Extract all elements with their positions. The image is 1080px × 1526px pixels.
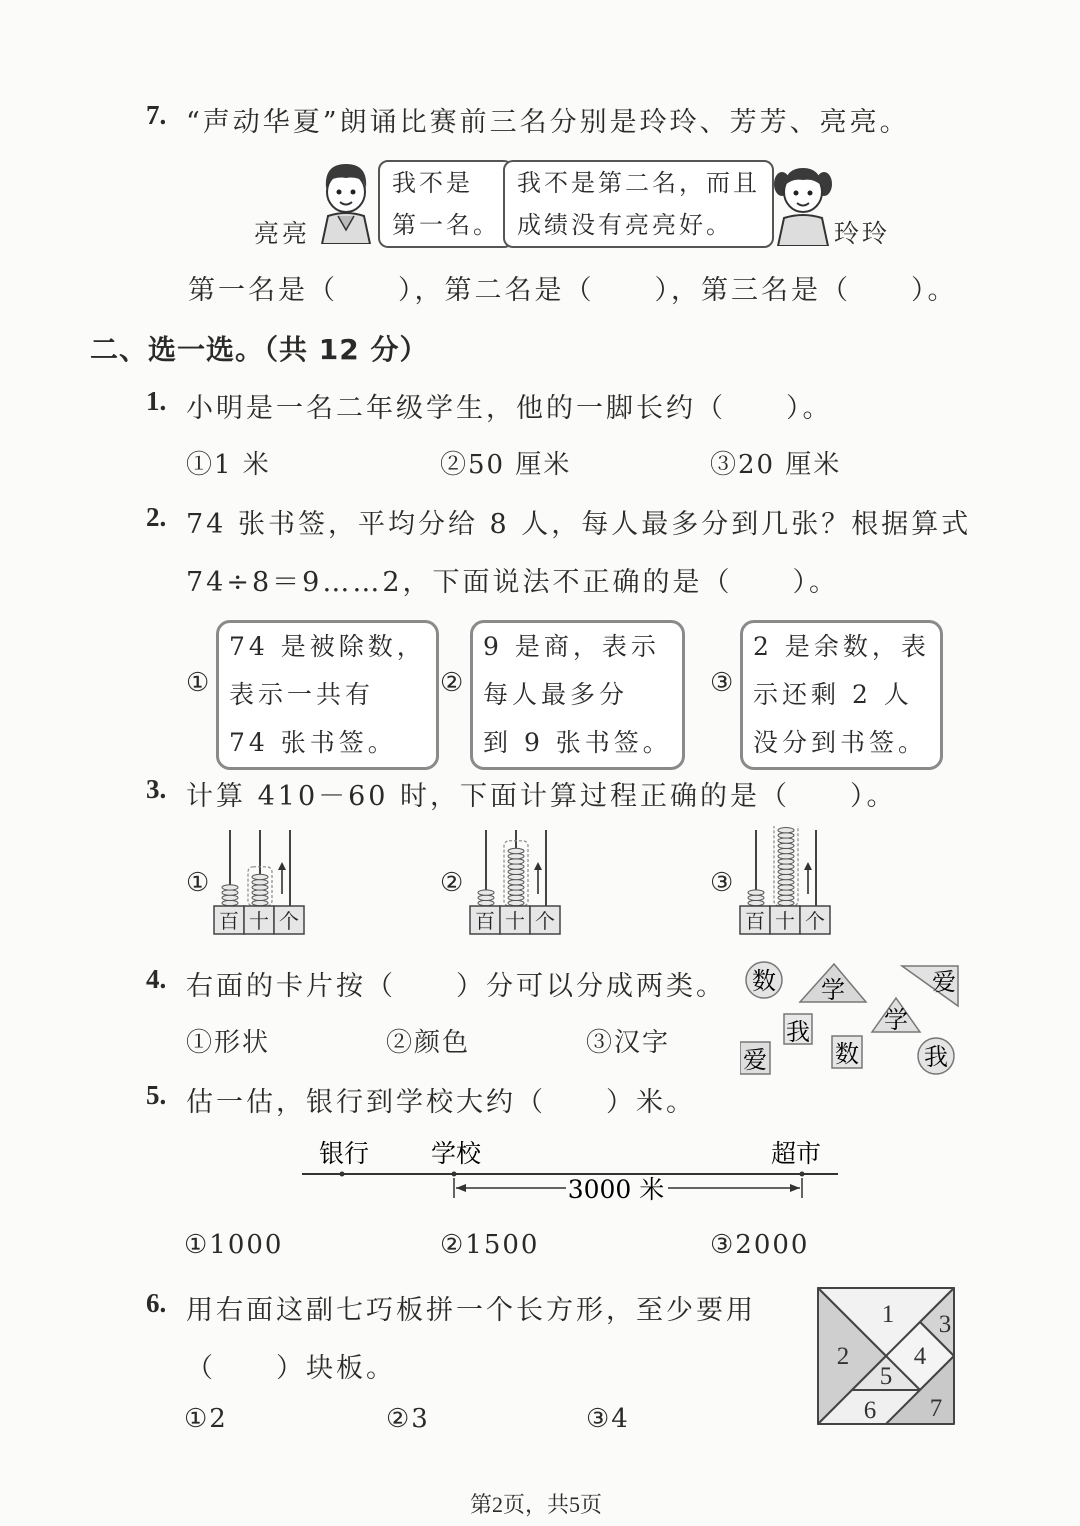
abacus-bead xyxy=(222,900,238,905)
tangram-label: 3 xyxy=(938,1311,952,1338)
abacus-place-label: 个 xyxy=(805,909,825,933)
school-label: 学校 xyxy=(430,1139,482,1168)
abacus-2[interactable] xyxy=(468,826,564,938)
abacus-bead xyxy=(748,895,764,900)
tangram-label: 4 xyxy=(913,1343,927,1370)
up-arrow-icon xyxy=(278,862,286,870)
choice-2-card-1[interactable] xyxy=(216,620,439,770)
boy-speech-bubble xyxy=(378,160,514,248)
choice-6-option-3[interactable]: ③4 xyxy=(586,1404,630,1434)
choice-6-option-2[interactable]: ②3 xyxy=(386,1404,430,1434)
abacus-bead xyxy=(252,895,268,900)
abacus-bead xyxy=(478,890,494,895)
choice-2-mark-3[interactable]: ③ xyxy=(710,668,736,698)
choice-2-number: 2. xyxy=(146,502,167,532)
abacus-bead xyxy=(778,900,794,905)
abacus-bead xyxy=(478,900,494,905)
card-char: 数 xyxy=(752,967,776,995)
question-7-text: “声动华夏”朗诵比赛前三名分别是玲玲、芳芳、亮亮。 xyxy=(186,107,910,138)
choice-5-text: 估一估，银行到学校大约（ ）米。 xyxy=(186,1087,696,1118)
abacus-place-label: 个 xyxy=(279,909,299,933)
card-square xyxy=(784,1014,812,1046)
abacus-place-label: 十 xyxy=(249,909,269,933)
abacus-bead xyxy=(508,880,524,885)
choice-6-option-1[interactable]: ①2 xyxy=(184,1404,228,1434)
choice-3-text: 计算 410－60 时，下面计算过程正确的是（ ）。 xyxy=(186,781,897,812)
question-7-answer-line[interactable]: 第一名是（ ），第二名是（ ），第三名是（ ）。 xyxy=(188,275,958,306)
abacus-bead xyxy=(508,900,524,905)
abacus-bead xyxy=(778,828,794,833)
choice-5-option-1[interactable]: ①1000 xyxy=(184,1230,284,1260)
boy-illustration xyxy=(312,158,376,244)
abacus-bead xyxy=(778,848,794,853)
abacus-bead xyxy=(252,880,268,885)
abacus-bead xyxy=(508,854,524,859)
abacus-place-label: 十 xyxy=(775,909,795,933)
card-line: 示还剩 2 人 xyxy=(753,680,913,709)
choice-2-text-line-1: 74 张书签，平均分给 8 人，每人最多分到几张？根据算式 xyxy=(186,509,972,540)
choice-4-text: 右面的卡片按（ ）分可以分成两类。 xyxy=(186,971,726,1002)
choice-1-option-1[interactable]: ①1 米 xyxy=(186,450,271,480)
abacus-bead xyxy=(508,848,524,853)
card-triangle xyxy=(872,998,920,1034)
section-title: 二、选一选。（共 12 分） xyxy=(90,333,429,366)
choice-6-number: 6. xyxy=(146,1288,167,1318)
abacus-bead xyxy=(222,890,238,895)
distance-label: 3000 米 xyxy=(567,1175,665,1204)
choice-6-text-line-1: 用右面这副七巧板拼一个长方形，至少要用 xyxy=(186,1295,756,1326)
abacus-bead xyxy=(778,885,794,890)
choice-2-card-2[interactable] xyxy=(470,620,685,770)
page-footer: 第2页，共5页 xyxy=(470,1492,603,1517)
abacus-bead xyxy=(778,833,794,838)
abacus-bead xyxy=(748,900,764,905)
abacus-bead xyxy=(508,890,524,895)
girl-illustration xyxy=(770,156,836,246)
choice-4-option-2[interactable]: ②颜色 xyxy=(386,1028,471,1058)
card-char: 爱 xyxy=(932,968,956,996)
question-7-number: 7. xyxy=(146,100,167,130)
choice-2-mark-1[interactable]: ① xyxy=(186,668,212,698)
abacus-bead xyxy=(222,895,238,900)
card-circle xyxy=(918,1038,954,1074)
card-line: 每人最多分 xyxy=(483,680,629,709)
abacus-bead xyxy=(778,890,794,895)
card-line: 9 是商，表示 xyxy=(483,632,660,661)
abacus-place-label: 个 xyxy=(535,909,555,933)
card-triangle xyxy=(902,966,958,1006)
tangram-label: 2 xyxy=(836,1343,850,1370)
card-line: 没分到书签。 xyxy=(753,728,928,757)
choice-4-option-1[interactable]: ①形状 xyxy=(186,1028,271,1058)
abacus-bead xyxy=(778,838,794,843)
abacus-3[interactable] xyxy=(738,826,834,938)
abacus-bead xyxy=(778,880,794,885)
abacus-bead xyxy=(778,843,794,848)
choice-3-number: 3. xyxy=(146,774,167,804)
girl-name-label: 玲玲 xyxy=(834,219,891,248)
card-square xyxy=(740,1042,770,1074)
choice-5-option-3[interactable]: ③2000 xyxy=(710,1230,810,1260)
card-line: 表示一共有 xyxy=(229,680,375,709)
card-line: 74 是被除数， xyxy=(229,632,426,661)
up-arrow-icon xyxy=(534,862,542,870)
choice-5-number: 5. xyxy=(146,1080,167,1110)
card-line: 74 张书签。 xyxy=(229,728,397,757)
choice-1-option-3[interactable]: ③20 厘米 xyxy=(710,450,842,480)
abacus-bead xyxy=(508,869,524,874)
card-line: 到 9 张书签。 xyxy=(483,728,672,757)
card-char: 学 xyxy=(884,1006,908,1034)
choice-2-text-line-2: 74÷8＝9……2，下面说法不正确的是（ ）。 xyxy=(186,567,840,598)
tangram-label: 1 xyxy=(881,1301,895,1328)
bubble-line: 我不是第二名，而且 xyxy=(517,169,760,197)
abacus-place-label: 百 xyxy=(475,909,495,933)
abacus-bead xyxy=(508,874,524,879)
card-char: 我 xyxy=(924,1043,948,1071)
card-square xyxy=(832,1036,862,1068)
choice-3-mark-1[interactable]: ① xyxy=(186,868,212,898)
abacus-bead xyxy=(252,885,268,890)
abacus-place-label: 百 xyxy=(219,909,239,933)
abacus-bead xyxy=(778,859,794,864)
abacus-bead xyxy=(252,900,268,905)
abacus-bead xyxy=(508,859,524,864)
abacus-bead xyxy=(778,854,794,859)
bubble-line: 我不是 xyxy=(392,169,473,197)
tangram-diagram xyxy=(816,1286,960,1430)
card-line: 2 是余数，表 xyxy=(753,632,930,661)
distance-line-diagram xyxy=(296,1134,844,1214)
choice-2-card-3[interactable] xyxy=(740,620,943,770)
abacus-bead xyxy=(508,895,524,900)
card-char: 爱 xyxy=(743,1046,767,1074)
choice-1-option-2[interactable]: ②50 厘米 xyxy=(440,450,572,480)
abacus-bead xyxy=(252,874,268,879)
bubble-line: 第一名。 xyxy=(392,211,500,239)
boy-name-label: 亮亮 xyxy=(254,219,311,248)
choice-1-number: 1. xyxy=(146,386,167,416)
choice-5-option-2[interactable]: ②1500 xyxy=(440,1230,540,1260)
shape-cards xyxy=(740,960,962,1080)
abacus-1[interactable] xyxy=(212,826,308,938)
choice-4-number: 4. xyxy=(146,964,167,994)
choice-6-text-line-2[interactable]: （ ）块板。 xyxy=(186,1353,396,1384)
bubble-line: 成绩没有亮亮好。 xyxy=(517,211,733,239)
choice-1-text: 小明是一名二年级学生，他的一脚长约（ ）。 xyxy=(186,393,833,424)
up-arrow-icon xyxy=(804,862,812,870)
abacus-bead xyxy=(778,874,794,879)
tangram-label: 6 xyxy=(863,1397,877,1424)
abacus-bead xyxy=(778,869,794,874)
girl-speech-bubble xyxy=(503,160,774,248)
card-char: 学 xyxy=(821,976,845,1004)
choice-4-option-3[interactable]: ③汉字 xyxy=(586,1028,671,1058)
choice-2-mark-2[interactable]: ② xyxy=(440,668,466,698)
tangram-label: 7 xyxy=(929,1395,943,1422)
abacus-bead xyxy=(508,885,524,890)
card-circle xyxy=(746,962,782,998)
abacus-bead xyxy=(778,895,794,900)
choice-3-mark-3[interactable]: ③ xyxy=(710,868,736,898)
card-char: 数 xyxy=(835,1040,859,1068)
card-triangle xyxy=(800,964,866,1004)
abacus-bead xyxy=(478,895,494,900)
abacus-bead xyxy=(222,885,238,890)
abacus-bead xyxy=(748,890,764,895)
abacus-place-label: 十 xyxy=(505,909,525,933)
card-char: 我 xyxy=(786,1018,810,1046)
abacus-bead xyxy=(508,864,524,869)
abacus-bead xyxy=(252,890,268,895)
bank-label: 银行 xyxy=(318,1139,370,1168)
abacus-bead xyxy=(778,864,794,869)
abacus-place-label: 百 xyxy=(745,909,765,933)
market-label: 超市 xyxy=(770,1139,822,1168)
choice-3-mark-2[interactable]: ② xyxy=(440,868,466,898)
tangram-label: 5 xyxy=(879,1363,893,1390)
